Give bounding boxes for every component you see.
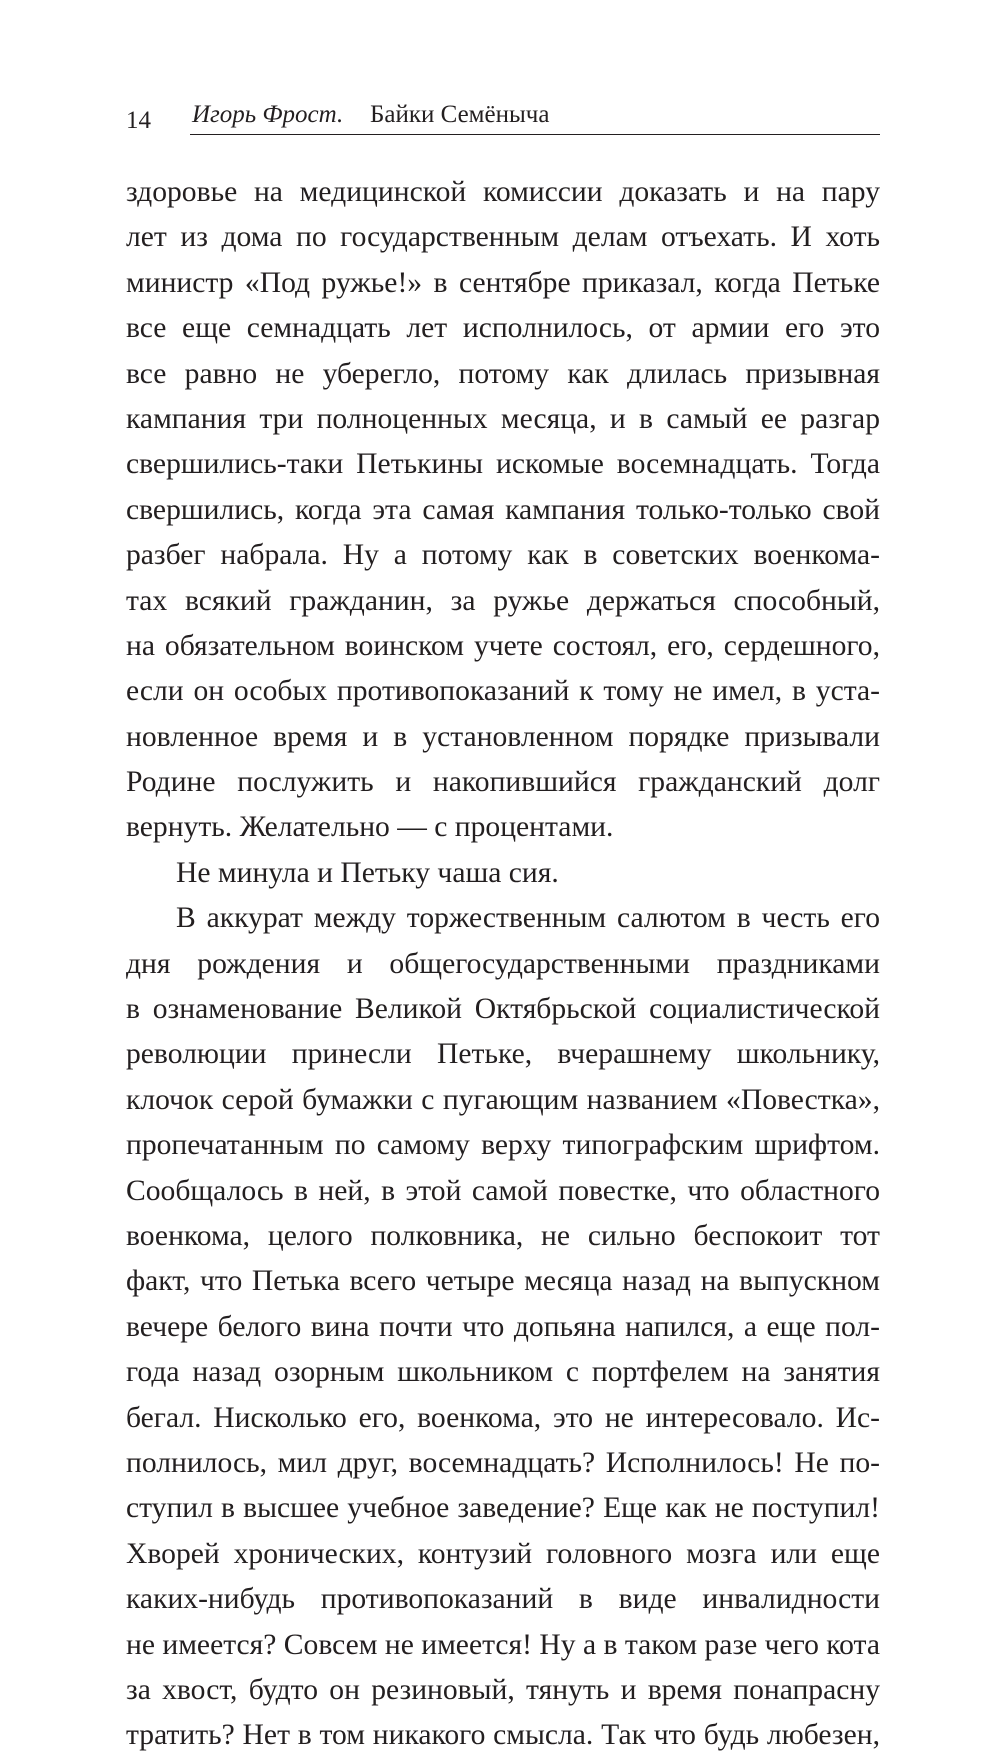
text-line: военкома, целого полковника, не сильно беспокоит тот (126, 1219, 880, 1252)
text-line: Не минула и Петьку чаша сия. (176, 856, 559, 889)
text-line: Хворей хронических, контузий головного мозга или еще (126, 1537, 880, 1570)
text-line: вернуть. Желательно — с процентами. (126, 811, 614, 844)
text-line: на обязательном воинском учете состоял, его, сердешного, (126, 629, 880, 662)
body-text (126, 170, 880, 1759)
text-line: свершились, когда эта самая кампания только-только свой (126, 493, 880, 526)
text-line: дня рождения и общегосударственными праздниками (126, 947, 880, 980)
text-line: полнилось, мил друг, восемнадцать? Исполнилось! Не по- (126, 1446, 880, 1479)
text-line: революции принесли Петьке, вчерашнему школьнику, (126, 1038, 880, 1071)
text-line: Сообщалось в ней, в этой самой повестке, что областного (126, 1174, 880, 1207)
text-line: В аккурат между торжественным салютом в честь его (176, 902, 880, 935)
text-line: в ознаменование Великой Октябрьской социалистической (126, 993, 880, 1026)
page-number: 14 (126, 107, 151, 134)
running-header (122, 100, 882, 134)
text-line: не имеется? Совсем не имеется! Ну а в таком разе чего кота (126, 1628, 880, 1661)
text-line: свершились-таки Петькины искомые восемнадцать. Тогда (126, 448, 880, 481)
text-line: министр «Под ружье!» в сентябре приказал, когда Петьке (126, 266, 880, 299)
text-line: кампания три полноценных месяца, и в самый ее разгар (126, 402, 880, 435)
header-author: Игорь Фрост. (192, 101, 344, 128)
text-line: тах всякий гражданин, за ружье держаться способный, (126, 584, 880, 617)
text-line: все равно не уберегло, потому как длилась призывная (126, 357, 880, 390)
text-line: вечере белого вина почти что допьяна напился, а еще пол- (126, 1310, 880, 1343)
text-line: здоровье на медицинской комиссии доказать и на пару (126, 176, 880, 208)
text-line: разбег набрала. Ну а потому как в советских военкома- (126, 539, 880, 572)
text-line: если он особых противопоказаний к тому не имел, в уста- (126, 675, 880, 708)
text-line: все еще семнадцать лет исполнилось, от армии его это (126, 312, 880, 345)
header-book-title: Байки Семёныча (370, 101, 550, 128)
header-rule (190, 134, 880, 135)
text-line: факт, что Петька всего четыре месяца назад на выпускном (126, 1265, 880, 1298)
text-line: ступил в высшее учебное заведение? Еще как не поступил! (126, 1492, 880, 1525)
text-line: новленное время и в установленном порядке призывали (126, 720, 880, 753)
text-line: тратить? Нет в том никакого смысла. Так что будь любезен, (126, 1719, 880, 1752)
text-line: бегал. Нисколько его, военкома, это не интересовало. Ис- (126, 1401, 880, 1434)
text-line: за хвост, будто он резиновый, тянуть и время понапрасну (126, 1673, 880, 1706)
text-line: пропечатанным по самому верху типографским шрифтом. (126, 1129, 880, 1162)
text-line: клочок серой бумажки с пугающим названием «Повестка», (126, 1083, 880, 1116)
text-line: Родине послужить и накопившийся гражданский долг (126, 766, 880, 799)
text-line: каких-нибудь противопоказаний в виде инвалидности (126, 1583, 880, 1616)
text-line: года назад озорным школьником с портфелем на занятия (126, 1356, 880, 1389)
text-line: лет из дома по государственным делам отъехать. И хоть (126, 221, 880, 254)
